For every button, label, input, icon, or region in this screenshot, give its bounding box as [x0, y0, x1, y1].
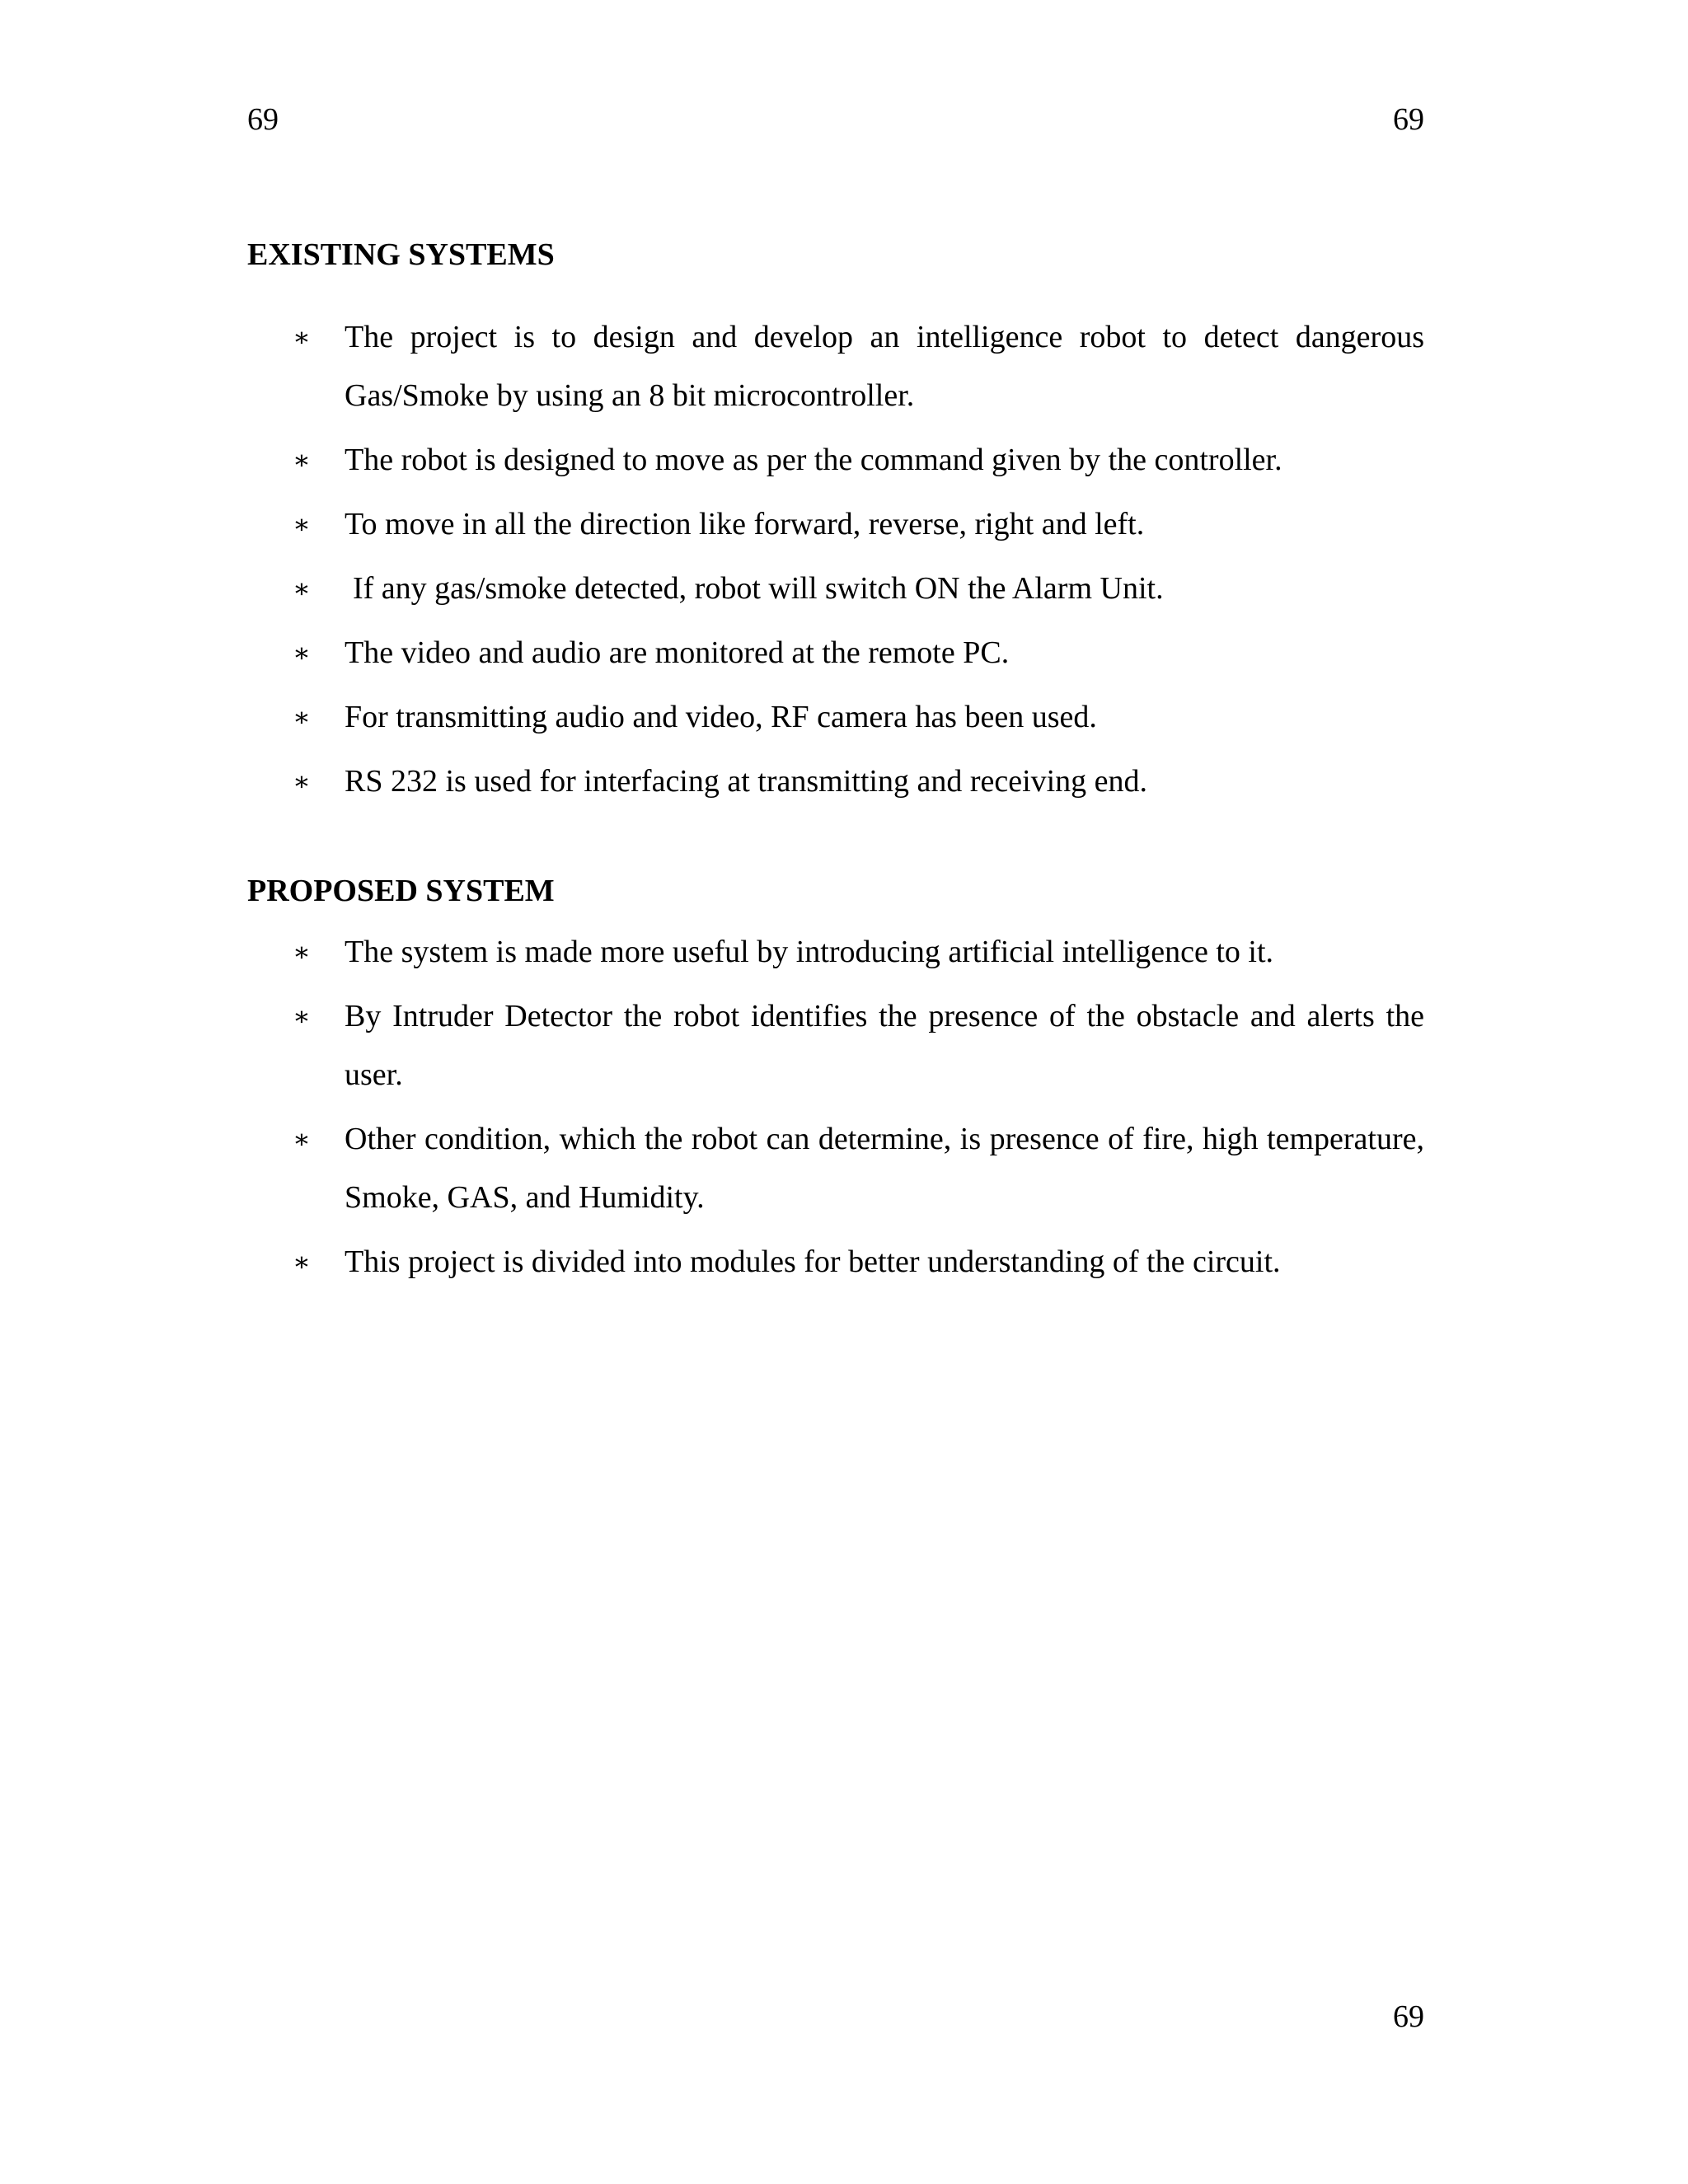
list-item-text: The project is to design and develop an intelligence robot to detect dangerous Gas/Smoke by using an 8 bit microcontroller. — [345, 320, 1424, 413]
list-item — [247, 495, 1424, 554]
list-item — [247, 624, 1424, 682]
existing-systems-heading: EXISTING SYSTEMS — [247, 237, 555, 272]
page-number-top-right: 69 — [1393, 102, 1424, 137]
asterisk-bullet-icon: ∗ — [293, 1124, 311, 1154]
proposed-system-heading: PROPOSED SYSTEM — [247, 874, 555, 908]
list-item — [247, 923, 1424, 982]
asterisk-bullet-icon: ∗ — [293, 445, 311, 475]
page-number-top-left: 69 — [247, 102, 279, 137]
asterisk-bullet-icon: ∗ — [293, 322, 311, 352]
list-item — [247, 752, 1424, 811]
list-item-text: Other condition, which the robot can determine, is presence of fire, high temperature, Smoke, GAS, and Humidity. — [345, 1122, 1424, 1215]
asterisk-bullet-icon: ∗ — [293, 1001, 311, 1031]
list-item-text: To move in all the direction like forward, reverse, right and left. — [345, 507, 1145, 541]
list-item — [247, 987, 1424, 1104]
asterisk-bullet-icon: ∗ — [293, 937, 311, 967]
list-item-text: For transmitting audio and video, RF camera has been used. — [345, 700, 1097, 734]
asterisk-bullet-icon: ∗ — [293, 766, 311, 796]
list-item-text: RS 232 is used for interfacing at transmitting and receiving end. — [345, 764, 1148, 799]
asterisk-bullet-icon: ∗ — [293, 509, 311, 539]
list-item — [247, 1233, 1424, 1291]
asterisk-bullet-icon: ∗ — [293, 1247, 311, 1277]
list-item-text: This project is divided into modules for better understanding of the circuit. — [345, 1244, 1281, 1279]
list-item — [247, 560, 1424, 618]
page-number-bottom-right: 69 — [1393, 1999, 1424, 2034]
list-item — [247, 308, 1424, 425]
list-item-text: If any gas/smoke detected, robot will switch ON the Alarm Unit. — [353, 571, 1164, 606]
existing-systems-section — [247, 239, 1424, 817]
list-item — [247, 431, 1424, 490]
asterisk-bullet-icon: ∗ — [293, 638, 311, 668]
asterisk-bullet-icon: ∗ — [293, 702, 311, 732]
list-item — [247, 1110, 1424, 1227]
list-item-text: The system is made more useful by introducing artificial intelligence to it. — [345, 935, 1274, 969]
list-item — [247, 688, 1424, 747]
asterisk-bullet-icon: ∗ — [293, 574, 311, 603]
proposed-system-list — [247, 923, 1424, 1291]
list-item-text: The robot is designed to move as per the command given by the controller. — [345, 443, 1282, 477]
list-item-text: By Intruder Detector the robot identifies the presence of the obstacle and alerts the user. — [345, 999, 1424, 1092]
proposed-system-section — [247, 875, 1424, 1297]
list-item-text: The video and audio are monitored at the remote PC. — [345, 635, 1010, 670]
existing-systems-list — [247, 308, 1424, 811]
